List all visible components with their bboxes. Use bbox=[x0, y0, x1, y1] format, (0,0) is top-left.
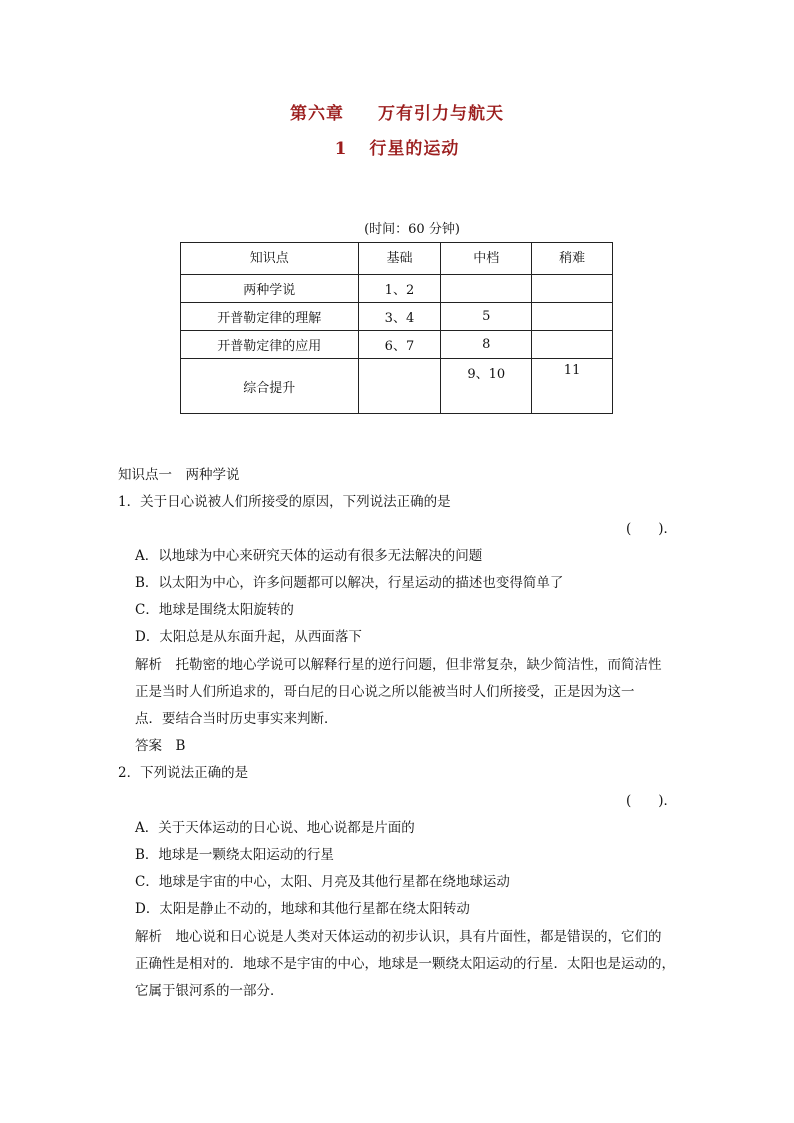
table-cell: 5 bbox=[441, 303, 532, 331]
table-header-cell: 知识点 bbox=[181, 243, 359, 275]
q1-option-d: D．太阳总是从东面升起，从西面落下 bbox=[135, 629, 362, 645]
table-cell: 9、10 bbox=[441, 359, 532, 414]
q1-option-b: B．以太阳为中心，许多问题都可以解决，行星运动的描述也变得简单了 bbox=[135, 575, 564, 591]
q2-option-b: B．地球是一颗绕太阳运动的行星 bbox=[135, 847, 334, 863]
table-cell bbox=[358, 359, 441, 414]
table-cell: 综合提升 bbox=[181, 359, 359, 414]
q2-option-d: D．太阳是静止不动的，地球和其他行星都在绕太阳转动 bbox=[135, 901, 470, 917]
q1-option-a: A．以地球为中心来研究天体的运动有很多无法解决的问题 bbox=[135, 548, 483, 564]
lesson-title bbox=[0, 134, 794, 159]
table-cell: 11 bbox=[532, 359, 613, 414]
table-row bbox=[181, 359, 613, 414]
chapter-name: 万有引力与航天 bbox=[378, 104, 504, 124]
q2-analysis-line: 它属于银河系的一部分． bbox=[135, 983, 284, 999]
q1-answer: 答案 B bbox=[135, 738, 186, 754]
table-cell bbox=[532, 275, 613, 303]
q1-analysis-line: 解析 托勒密的地心学说可以解释行星的逆行问题，但非常复杂，缺少简洁性，而简洁性 bbox=[135, 657, 662, 673]
difficulty-table bbox=[180, 242, 613, 414]
q1-analysis-line: 正是当时人们所追求的，哥白尼的日心说之所以能被当时人们所接受，正是因为这一 bbox=[135, 684, 635, 700]
table-row bbox=[181, 303, 613, 331]
q1-option-c: C．地球是围绕太阳旋转的 bbox=[135, 602, 294, 618]
time-note: (时间：60 分钟) bbox=[364, 222, 460, 237]
lesson-name: 行星的运动 bbox=[369, 139, 460, 159]
chapter-label: 第六章 bbox=[290, 104, 344, 124]
table-cell: 6、7 bbox=[358, 331, 441, 359]
table-header-row bbox=[181, 243, 613, 275]
table-cell: 两种学说 bbox=[181, 275, 359, 303]
table-cell bbox=[441, 275, 532, 303]
table-cell: 开普勒定律的应用 bbox=[181, 331, 359, 359]
table-cell bbox=[532, 303, 613, 331]
table-cell: 1、2 bbox=[358, 275, 441, 303]
q1-stem: 1．关于日心说被人们所接受的原因，下列说法正确的是 bbox=[118, 494, 451, 510]
q2-analysis-line: 解析 地心说和日心说是人类对天体运动的初步认识，具有片面性，都是错误的，它们的 bbox=[135, 929, 662, 945]
table-cell: 3、4 bbox=[358, 303, 441, 331]
table-header-cell: 中档 bbox=[441, 243, 532, 275]
table-cell: 8 bbox=[441, 331, 532, 359]
q2-stem: 2．下列说法正确的是 bbox=[118, 765, 249, 781]
q1-answer-paren: ( )． bbox=[626, 521, 678, 537]
section-heading: 知识点一 两种学说 bbox=[118, 467, 240, 483]
table-cell bbox=[532, 331, 613, 359]
table-row bbox=[181, 275, 613, 303]
q1-analysis-line: 点．要结合当时历史事实来判断． bbox=[135, 711, 338, 727]
table-row bbox=[181, 331, 613, 359]
q2-option-a: A．关于天体运动的日心说、地心说都是片面的 bbox=[135, 820, 415, 836]
q2-analysis-line: 正确性是相对的．地球不是宇宙的中心，地球是一颗绕太阳运动的行星．太阳也是运动的， bbox=[135, 956, 675, 972]
table-header-cell: 基础 bbox=[358, 243, 441, 275]
chapter-title bbox=[0, 99, 794, 124]
table-header-cell: 稍难 bbox=[532, 243, 613, 275]
table-cell: 开普勒定律的理解 bbox=[181, 303, 359, 331]
q2-option-c: C．地球是宇宙的中心，太阳、月亮及其他行星都在绕地球运动 bbox=[135, 874, 510, 890]
lesson-number: 1 bbox=[334, 139, 348, 159]
q2-answer-paren: ( )． bbox=[626, 793, 678, 809]
